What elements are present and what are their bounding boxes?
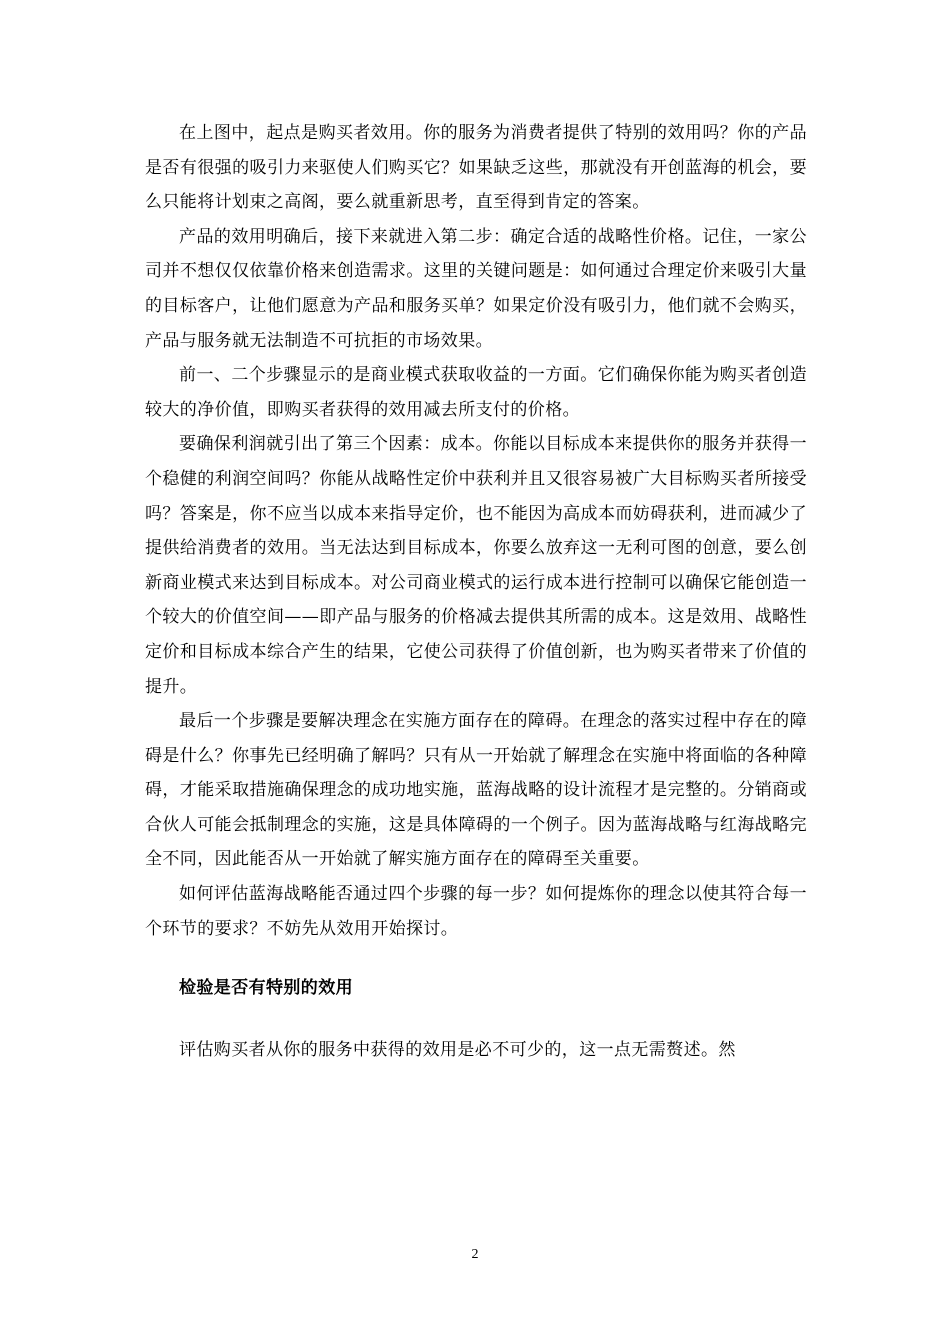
paragraph-cost: 要确保利润就引出了第三个因素：成本。你能以目标成本来提供你的服务并获得一个稳健的利润空间吗？你能从战略性定价中获利并且又很容易被广大目标购买者所接受吗？答案是，你不应当以成本来指导定价，也不能因为高成本而妨碍获利，进而减少了提供给消费者的效用。当无法达到目标成本，你要么放弃这一无利可图的创意，要么创新商业模式来达到目标成本。对公司商业模式的运行成本进行控制可以确保它能创造一个较大的价值空间——即产品与服务的价格减去提供其所需的成本。这是效用、战略性定价和目标成本综合产生的结果，它使公司获得了价值创新，也为购买者带来了价值的提升。 (145, 434, 807, 697)
paragraph-adoption-hurdles: 最后一个步骤是要解决理念在实施方面存在的障碍。在理念的落实过程中存在的障碍是什么？你事先已经明确了解吗？只有从一开始就了解理念在实施中将面临的各种障碍，才能采取措施确保理念的成功地实施，蓝海战略的设计流程才是完整的。分销商或合伙人可能会抵制理念的实施，这是具体障碍的一个例子。因为蓝海战略与红海战略完全不同，因此能否从一开始就了解实施方面存在的障碍至关重要。 (145, 711, 807, 870)
paragraph-four-steps: 如何评估蓝海战略能否通过四个步骤的每一步？如何提炼你的理念以使其符合每一个环节的要求？不妨先从效用开始探讨。 (145, 884, 807, 939)
body-text (145, 116, 807, 1067)
section-heading: 检验是否有特别的效用 (179, 978, 353, 999)
paragraph-strategic-price: 产品的效用明确后，接下来就进入第二步：确定合适的战略性价格。记住，一家公司并不想仅仅依靠价格来创造需求。这里的关键问题是：如何通过合理定价来吸引大量的目标客户，让他们愿意为产品和服务买单？如果定价没有吸引力，他们就不会购买，产品与服务就无法制造不可抗拒的市场效果。 (145, 226, 807, 351)
page-number: 2 (471, 1247, 479, 1262)
paragraph-section-intro: 评估购买者从你的服务中获得的效用是必不可少的，这一点无需赘述。然 (179, 1039, 736, 1060)
paragraph-buyer-utility: 在上图中，起点是购买者效用。你的服务为消费者提供了特别的效用吗？你的产品是否有很强的吸引力来驱使人们购买它？如果缺乏这些，那就没有开创蓝海的机会，要么只能将计划束之高阁，要么就重新思考，直至得到肯定的答案。 (145, 123, 807, 213)
paragraph-revenue-side: 前一、二个步骤显示的是商业模式获取收益的一方面。它们确保你能为购买者创造较大的净价值，即购买者获得的效用减去所支付的价格。 (145, 365, 807, 420)
